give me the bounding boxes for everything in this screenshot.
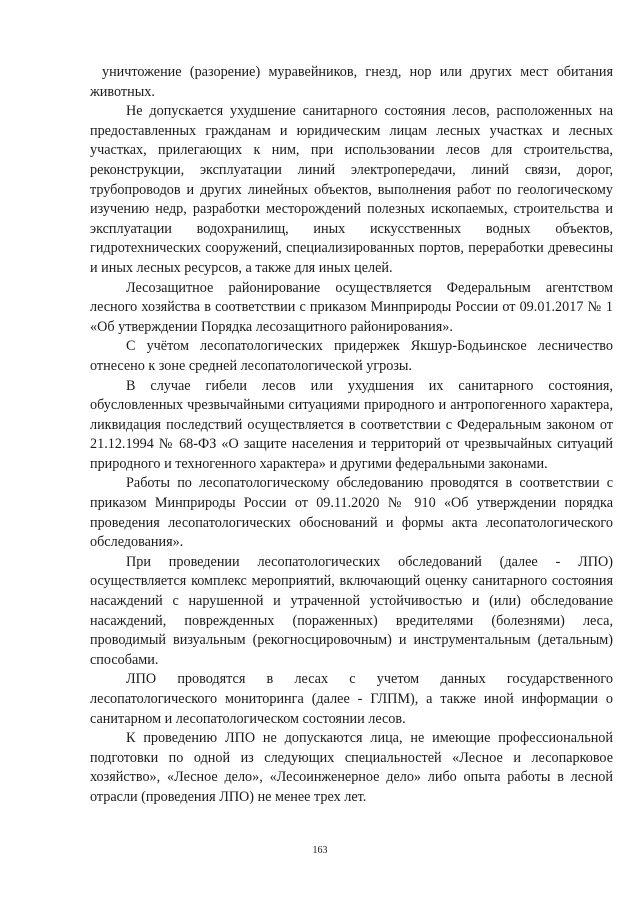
- paragraph-9: К проведению ЛПО не допускаются лица, не имеющие профессиональной подготовки по одной из следующих специальностей «Лесное и лесопарковое хозяйство», «Лесное дело», «Лесоинженерное дело» либо опыта работы в лесной отрасли (проведения ЛПО) не менее трех лет.: [90, 730, 613, 805]
- paragraph-4: С учётом лесопатологических придержек Якшур-Бодьинское лесничество отнесено к зоне средней лесопатологической угрозы.: [90, 338, 613, 374]
- page-number: 163: [312, 845, 328, 856]
- paragraph-5: В случае гибели лесов или ухудшения их санитарного состояния, обусловленных чрезвычайными ситуациями природного и антропогенного характера, ликвидация последствий осуществляется в соответствии с Федеральным законом от 21.12.1994 № 68-ФЗ «О защите населения и территорий от чрезвычайных ситуаций природного и техногенного характера» и другими федеральными законами.: [90, 377, 613, 472]
- paragraph-1: уничтожение (разорение) муравейников, гнезд, нор или других мест обитания животных.: [90, 64, 613, 100]
- paragraph-6: Работы по лесопатологическому обследованию проводятся в соответствии с приказом Минприроды России от 09.11.2020 № 910 «Об утверждении порядка проведения лесопатологических обоснований и формы акта лесопатологического обследования».: [90, 475, 613, 551]
- paragraph-3: Лесозащитное районирование осуществляется Федеральным агентством лесного хозяйства в соответствии с приказом Минприроды России от 09.01.2017 № 1 «Об утверждении Порядка лесозащитного районирования».: [90, 279, 613, 335]
- paragraph-7: При проведении лесопатологических обследований (далее - ЛПО) осуществляется комплекс мероприятий, включающий оценку санитарного состояния насаждений с нарушенной и утраченной устойчивостью и (или) обследование насаждений, поврежденных (пораженных) вредителями (болезнями) леса, проводимый визуальным (рекогносцировочным) и инструментальным (детальным) способами.: [90, 553, 613, 668]
- document-body: [90, 63, 613, 808]
- paragraph-2: Не допускается ухудшение санитарного состояния лесов, расположенных на предоставленных гражданам и юридическим лицам лесных участках и лесных участках, прилегающих к ним, при использовании лесов для строительства, реконструкции, эксплуатации линий электропередачи, линий связи, дорог, трубопроводов и других линейных объектов, выполнения работ по геологическому изучению недр, разработки месторождений полезных ископаемых, строительства и эксплуатации водохранилищ, иных искусственных водных объектов, гидротехнических сооружений, специализированных портов, переработки древесины и иных лесных ресурсов, а также для иных целей.: [90, 103, 613, 276]
- paragraph-8: ЛПО проводятся в лесах с учетом данных государственного лесопатологического мониторинга (далее - ГЛПМ), а также иной информации о санитарном и лесопатологическом состоянии лесов.: [90, 671, 613, 727]
